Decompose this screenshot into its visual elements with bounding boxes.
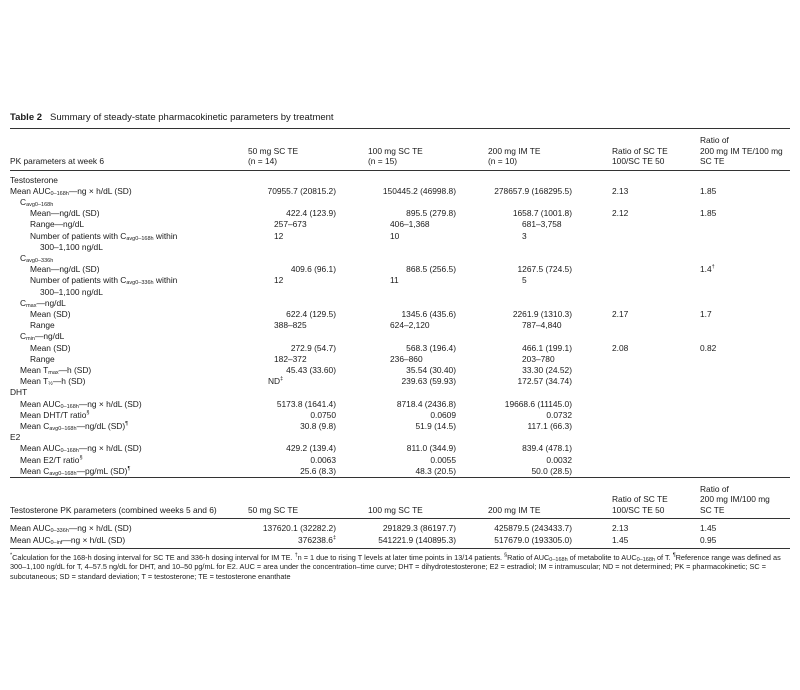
table-row: 300–1,100 ng/dL [40,241,103,252]
table-row: $C_{min}—ng/dL$ [20,331,65,343]
table-row: E2 [10,432,21,443]
header2-200mg: 200 mg IM TE [488,477,604,519]
table-row: Mean $C_{avg0-168h}—pg/mL$ (SD)¶ 25.6 (8.3) 48.3 (20.5) 50.0 (28.5) [20,465,572,477]
header-param: PK parameters at week 6 [10,129,248,170]
table-row: 300–1,100 ng/dL [40,286,103,297]
table-row: $C_{max}—ng/dL$ [20,297,66,309]
table-row: Mean $AUC_{0-168h}—ng \times h/dL$ (SD) 429.2 (139.4) 811.0 (344.9) 839.4 (478.1) [20,443,572,455]
table-row: Mean—ng/dL (SD) 422.4 (123.9) 895.5 (279.8) 1658.7 (1001.8) 2.12 1.85 [30,208,717,219]
header-50mg: 50 mg SC TE (n = 14) [248,129,368,170]
table-row: Range 388–825 624–2,120 787–4,840 [30,320,562,331]
table-title: Summary of steady-state pharmacokinetic parameters by treatment [50,112,334,123]
table-row: $C_{avg0-168h}$ [20,196,54,208]
table-row: DHT [10,387,28,398]
pk-table-body [10,129,790,546]
table-row: Mean E2/T ratio§ 0.0063 0.0055 0.0032 [20,454,572,465]
table-row: Mean $AUC_{0-inf}—ng \times h/dL$ (SD) 376238.6‡ 541221.9 (140895.3) 517679.0 (193305.0) 1.45 0.95 [10,534,717,546]
table-caption [10,112,790,129]
header2-100mg: 100 mg SC TE [368,477,488,519]
table-row: Mean (SD) 622.4 (129.5) 1345.6 (435.6) 2261.9 (1310.3) 2.17 1.7 [30,308,712,319]
table-row: Number of patients with $C_{avg0-168h}$ within 12 10 3 [30,230,527,242]
header-200mg: 200 mg IM TE (n = 10) [488,129,604,170]
header-ratio-sc: Ratio of SC TE 100/SC TE 50 [604,129,696,170]
header2-ratio-sc: Ratio of SC TE 100/SC TE 50 [604,477,696,519]
table-row: Mean DHT/T ratio§ 0.0750 0.0609 0.0732 [20,409,572,420]
table-row: Mean $T_{\frac{1}{2}}—h$ (SD) ND‡ 239.63 (59.93) 172.57 (34.74) [20,376,572,388]
table-row: Mean $AUC_{0-336h}—ng \times h/dL$ (SD) 137620.1 (32282.2) 291829.3 (86197.7) 425879.5 (243433.7) 2.13 1.45 [10,523,717,535]
table-row: Mean $AUC_{0-168h}—ng \times h/dL$ (SD) 70955.7 (20815.2) 150445.2 (46998.8) 278657.9 (168295.5) 2.13 1.85 [10,185,717,197]
table-label: Table 2 [10,112,43,123]
table-row: Mean $T_{max}—h$ (SD) 45.43 (33.60) 35.54 (30.40) 33.30 (24.52) [20,364,572,376]
header-100mg: 100 mg SC TE (n = 15) [368,129,488,170]
pk-table [10,112,790,546]
table-row: Mean (SD) 272.9 (54.7) 568.3 (196.4) 466.1 (199.1) 2.08 0.82 [30,342,717,353]
header-ratio-im: Ratio of 200 mg IM TE/100 mg SC TE [696,129,790,170]
table-row: Mean—ng/dL (SD) 409.6 (96.1) 868.5 (256.5) 1267.5 (724.5) 1.4† [30,264,715,275]
header2-50mg: 50 mg SC TE [248,477,368,519]
header-row-combined [10,477,790,519]
table-row: Range 182–372 236–860 203–780 [30,353,555,364]
header2-ratio-im: Ratio of 200 mg IM/100 mg SC TE [696,477,790,519]
table-row: Mean $C_{avg0-168h}—ng/dL$ (SD)¶ 30.8 (9.8) 51.9 (14.5) 117.1 (66.3) [20,420,572,432]
table-row: $C_{avg0-336h}$ [20,252,54,264]
table-row: Testosterone [10,174,58,185]
table-row: Number of patients with $C_{avg0-336h}$ within 12 11 5 [30,275,527,287]
header2-param: Testosterone PK parameters (combined weeks 5 and 6) [10,477,248,519]
header-row [10,129,790,170]
table-row: Mean $AUC_{0-168h}—ng \times h/dL$ (SD) 5173.8 (1641.4) 8718.4 (2436.8) 19668.6 (11145.0) [20,398,572,410]
table-row: Range—ng/dL 257–673 406–1,368 681–3,758 [30,219,562,230]
table-footnote: *Calculation for the 168-h dosing interval for SC TE and 336-h dosing interval for IM TE. †n = 1 due to rising T levels at later time points in 13/14 patients. §Ratio of $AUC_{0-168h}$ of metabolite to $AUC_{0-168h}$ of T. ¶Reference range was defined as 300–1,100 ng/dL for T, 4–57.5 ng/dL for DHT, and 10–50 pg/mL for E2. AUC = area under the concentration–time curve; DHT = dihydrotestosterone; E2 = estradiol; IM = intramuscular; ND = not determined; PK = pharmacokinetic; SC = subcutaneous; SD = standard deviation; T = testosterone; TE = testosterone enanthate [10,548,790,581]
